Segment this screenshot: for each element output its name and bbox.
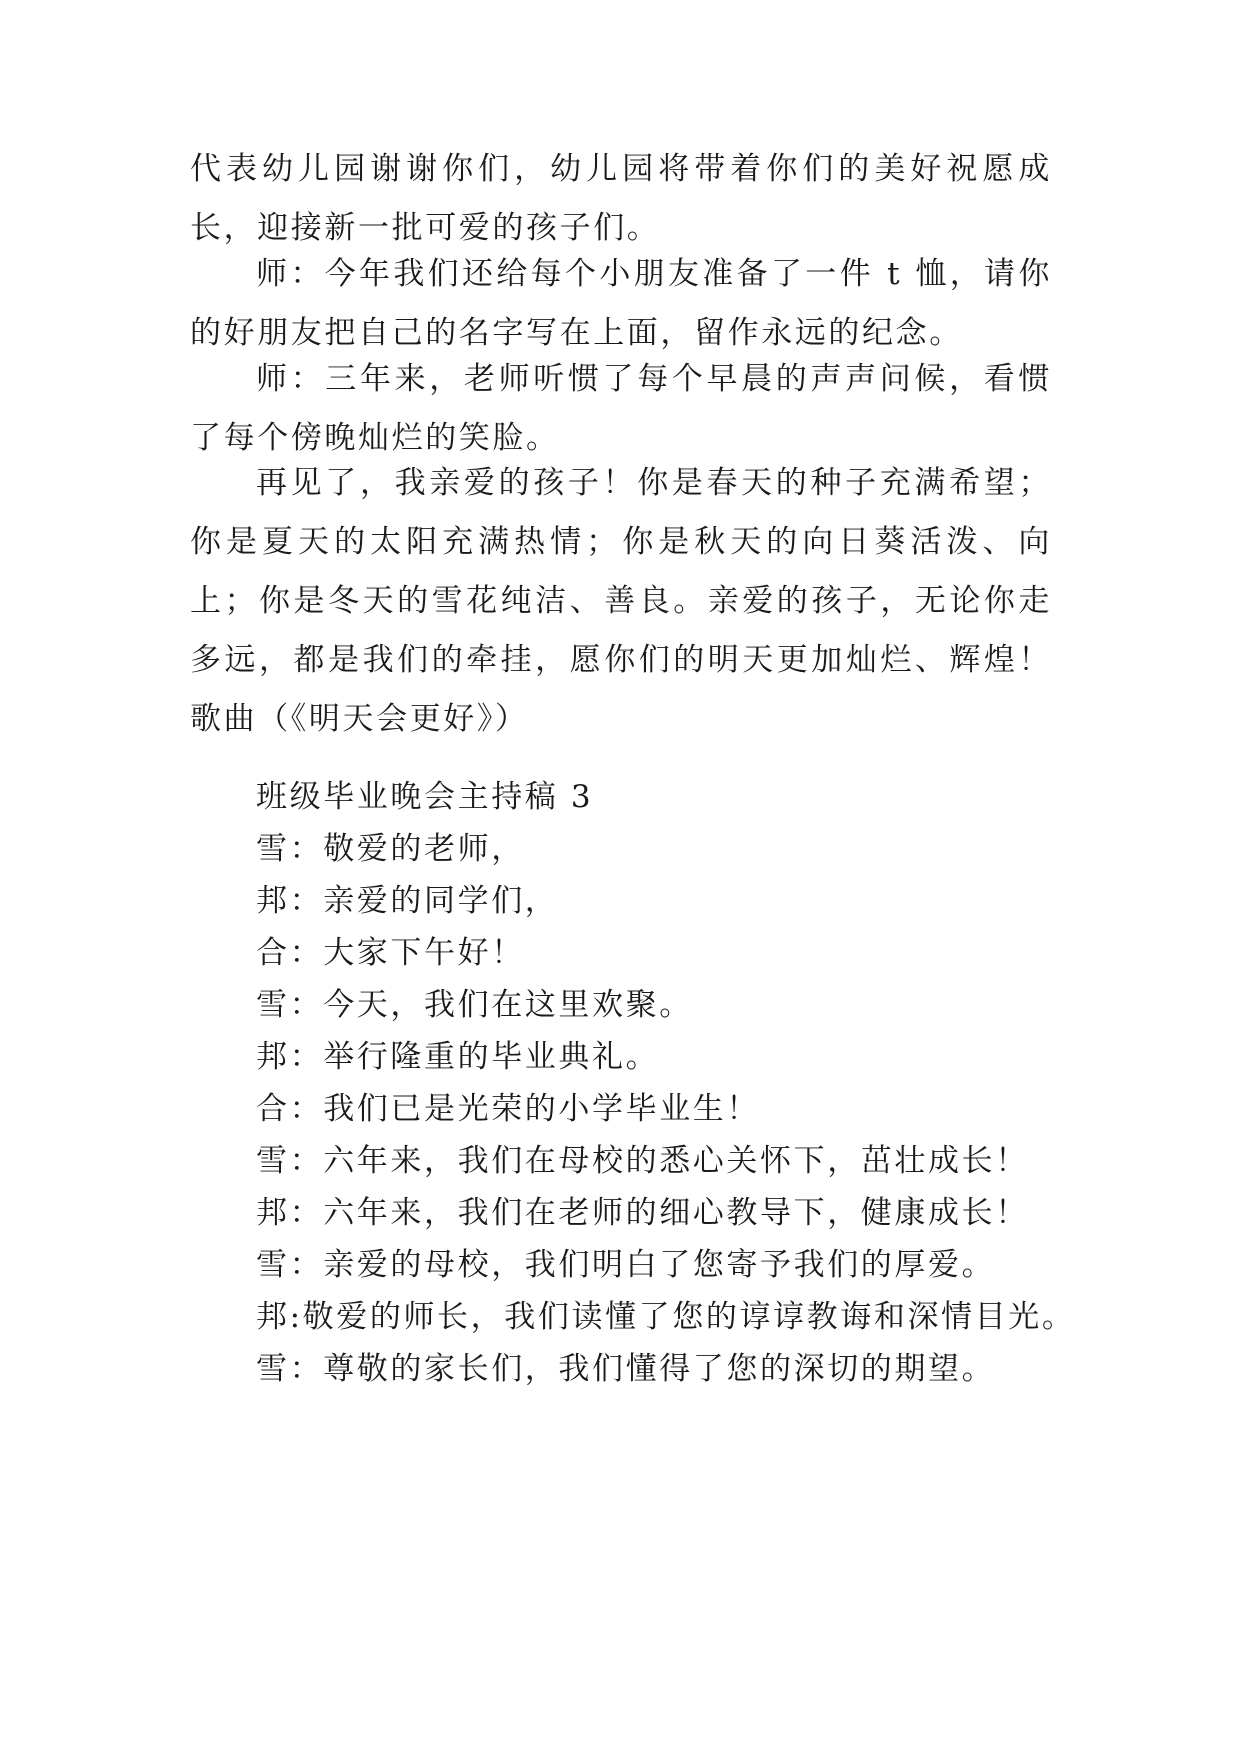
script-line: 邦：六年来，我们在老师的细心教导下，健康成长！	[256, 1195, 1029, 1231]
section-title: 班级毕业晚会主持稿 3	[256, 779, 594, 815]
script-line: 邦:敬爱的师长，我们读懂了您的谆谆教诲和深情目光。	[256, 1299, 1076, 1335]
paragraph-tshirt: 师：今年我们还给每个小朋友准备了一件 t 恤，请你的好朋友把自己的名字写在上面，留作永远的纪念。	[190, 256, 1052, 351]
paragraph-three-years: 师：三年来，老师听惯了每个早晨的声声问候，看惯了每个傍晚灿烂的笑脸。	[190, 361, 1052, 456]
script-line: 雪：尊敬的家长们，我们懂得了您的深切的期望。	[256, 1351, 996, 1387]
paragraph-kindergarten-thanks: 代表幼儿园谢谢你们，幼儿园将带着你们的美好祝愿成长，迎接新一批可爱的孩子们。	[190, 151, 1052, 246]
script-line: 邦：亲爱的同学们，	[256, 883, 559, 919]
script-line: 雪：六年来，我们在母校的悉心关怀下，茁壮成长！	[256, 1143, 1029, 1179]
script-line: 雪：敬爱的老师，	[256, 831, 525, 867]
script-line: 邦：举行隆重的毕业典礼。	[256, 1039, 660, 1075]
script-line: 雪：亲爱的母校，我们明白了您寄予我们的厚爱。	[256, 1247, 996, 1283]
script-line: 雪：今天，我们在这里欢聚。	[256, 987, 693, 1023]
script-line: 合：我们已是光荣的小学毕业生！	[256, 1091, 760, 1127]
script-line: 合：大家下午好！	[256, 935, 525, 971]
paragraph-farewell: 再见了，我亲爱的孩子！你是春天的种子充满希望；你是夏天的太阳充满热情；你是秋天的向日葵活泼、向上；你是冬天的雪花纯洁、善良。亲爱的孩子，无论你走多远，都是我们的牵挂，愿你们的明天更加灿烂、辉煌！歌曲（《明天会更好》）	[190, 465, 1052, 737]
